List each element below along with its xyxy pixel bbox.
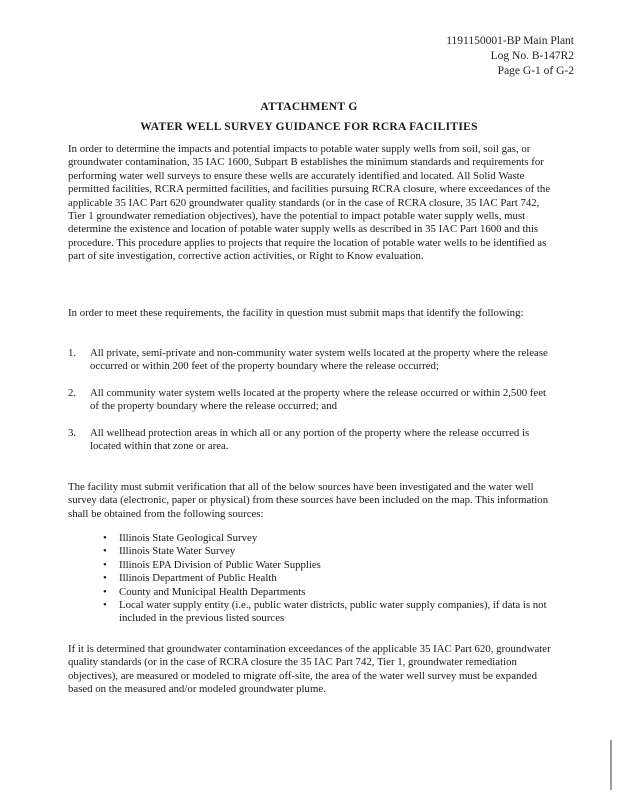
item-text: All wellhead protection areas in which all or any portion of the property where the release occurred is located within that zone or area. <box>90 427 530 453</box>
item-number: 3. <box>68 427 77 439</box>
header-page-number: Page G-1 of G-2 <box>497 65 574 77</box>
header-facility-id: 1191150001-BP Main Plant <box>446 35 574 47</box>
numbered-list-item <box>68 387 554 414</box>
intro-paragraph: In order to determine the impacts and potential impacts to potable water supply wells from soil, soil gas, or groundwater contamination, 35 IAC 1600, Subpart B establishes the minimum standards and requirements for performing water well surveys to ensure these wells are accurately identified and located. All Solid Waste permitted facilities, RCRA permitted facilities, and facilities pursuing RCRA closure, where exceedances of the applicable 35 IAC Part 620 groundwater quality standards (or in the case of RCRA closure, 35 IAC Part 742, Tier 1 groundwater remediation objectives), have the potential to impact potable water supply wells, must determine the existence and location of potable water supply wells as described in 35 IAC Part 1600 and this procedure. This procedure applies to projects that require the location of potable water wells to be identified as part of site investigation, corrective action activities, or Right to Know evaluation. <box>68 143 551 263</box>
header-log-number: Log No. B-147R2 <box>490 50 574 62</box>
source-item: • Local water supply entity (i.e., public water districts, public water supply companies), if data is not included in the previous listed sources <box>103 599 553 626</box>
document-subtitle: WATER WELL SURVEY GUIDANCE FOR RCRA FACILITIES <box>140 121 478 133</box>
sources-list <box>103 532 553 626</box>
numbered-list-item <box>68 427 554 454</box>
item-text: All community water system wells located at the property where the release occurred or within 2,500 feet of the property boundary where the release occurred; and <box>90 387 547 413</box>
item-text: All private, semi-private and non-community water system wells located at the property where the release occurred or within 200 feet of the property boundary where the release occurred; <box>90 347 548 373</box>
numbered-list-item <box>68 347 554 374</box>
scan-edge-mark <box>610 740 612 790</box>
closing-paragraph: If it is determined that groundwater contamination exceedances of the applicable 35 IAC Part 620, groundwater quality standards (or in the case of RCRA closure the 35 IAC Part 742, Tier 1, groundwater remediation objectives), are measured or modeled to migrate off-site, the area of the water well survey must be expanded based on the measured and/or modeled groundwater plume. <box>68 643 551 696</box>
verification-paragraph: The facility must submit verification that all of the below sources have been investigated and the water well survey data (electronic, paper or physical) from these sources have been included on the map. This information shall be obtained from the following sources: <box>68 481 549 520</box>
source-item: • County and Municipal Health Departments <box>103 586 553 599</box>
source-item: • Illinois State Geological Survey <box>103 532 553 545</box>
attachment-title: ATTACHMENT G <box>260 101 358 113</box>
source-item: • Illinois EPA Division of Public Water Supplies <box>103 559 553 572</box>
document-header <box>446 34 574 79</box>
source-item: • Illinois State Water Survey <box>103 545 553 558</box>
item-number: 2. <box>68 387 77 399</box>
item-number: 1. <box>68 347 77 359</box>
requirements-paragraph: In order to meet these requirements, the facility in question must submit maps that identify the following: <box>68 307 524 319</box>
source-item: • Illinois Department of Public Health <box>103 572 553 585</box>
